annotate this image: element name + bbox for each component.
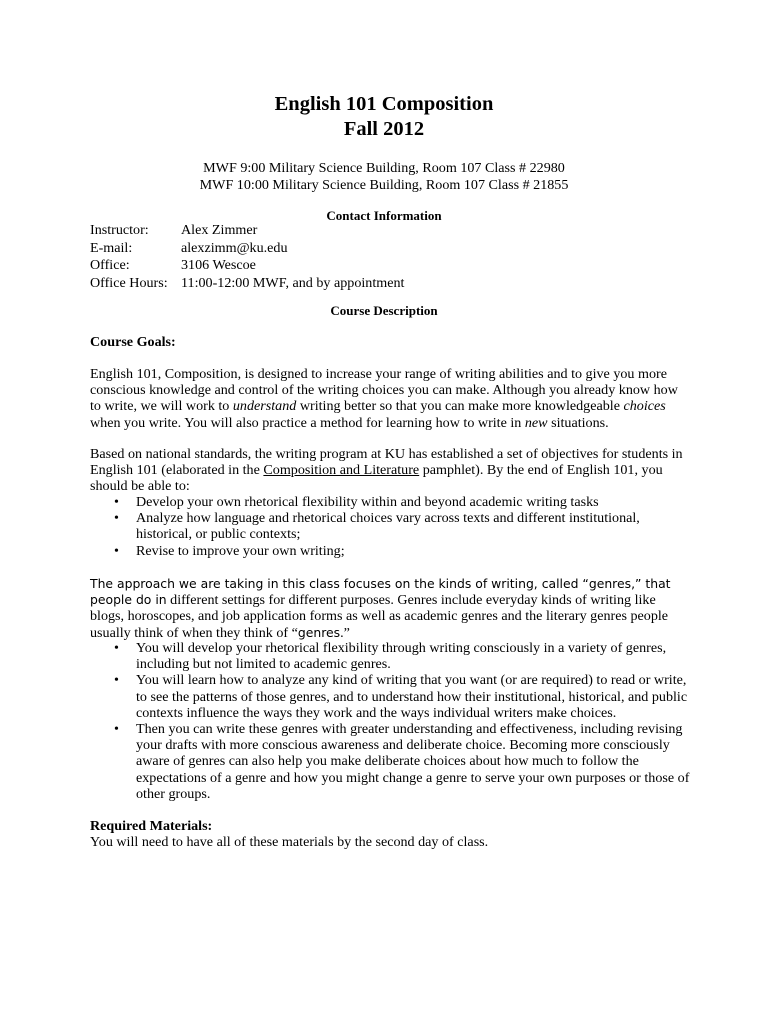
text-run: .” — [340, 624, 350, 641]
list-item — [90, 721, 690, 802]
list-item-text: You will develop your rhetorical flexibility through writing consciously in a variety of genres, including but not limited to academic genres. — [136, 640, 667, 673]
course-title: English 101 Composition — [274, 93, 494, 115]
bullet-icon: • — [114, 510, 119, 527]
contact-label: Office Hours: — [90, 274, 168, 291]
text-run: pamphlet). By the end of English 101, you should be able to: — [90, 462, 663, 495]
contact-value: 11:00-12:00 MWF, and by appointment — [181, 274, 405, 291]
text-run: The approach we are taking in this class focuses on the kinds of writing, called “genres,” that people do in — [90, 576, 671, 608]
approach-paragraph — [90, 576, 690, 641]
text-run: situations. — [547, 414, 609, 431]
list-item-text: Develop your own rhetorical flexibility within and beyond academic writing tasks — [136, 494, 599, 510]
list-item-text: Then you can write these genres with greater understanding and effectiveness, including revising your drafts with more conscious awareness and deliberate choice. Becoming more consciously aware of genres can also help you make deliberate choices about how much to follow the expectations of a genre and how you might change a genre to serve your own purposes or those of other groups. — [136, 721, 690, 802]
objectives-intro-paragraph — [90, 446, 690, 495]
list-item-text: Revise to improve your own writing; — [136, 542, 345, 559]
text-run: different settings for different purposes. Genres include everyday kinds of writing like blogs, horoscopes, and job application forms as well as academic genres and the literary genres people usually think of when they think of “ — [90, 592, 669, 641]
goals-paragraph — [90, 366, 690, 431]
list-item — [90, 640, 690, 672]
list-item — [90, 672, 690, 721]
emphasis-text: new — [524, 414, 548, 431]
required-materials-heading: Required Materials: — [90, 818, 213, 834]
schedule-line-1: MWF 9:00 Military Science Building, Room 107 Class # 22980 — [203, 160, 565, 176]
text-run: Based on national standards, the writing program at KU has established a set of objectives for students in English 101 (elaborated in the — [90, 446, 683, 479]
schedule-line-2: MWF 10:00 Military Science Building, Room 107 Class # 21855 — [199, 177, 569, 193]
contact-label: Office: — [90, 257, 130, 273]
contact-row-instructor — [90, 222, 404, 240]
emphasis-text: choices — [623, 398, 666, 415]
objectives-list — [90, 494, 690, 559]
text-run: when you write. You will also practice a method for learning how to write in — [90, 414, 525, 431]
list-item — [90, 510, 690, 542]
text-run: English 101, Composition, is designed to increase your range of writing abilities and to give you more conscious knowledge and control of the writing choices you can make. Although you already know how to write, we will work to — [90, 366, 678, 415]
emphasis-text: understand — [232, 398, 297, 415]
course-description-heading: Course Description — [330, 303, 438, 318]
text-run: genres — [297, 624, 341, 640]
contact-heading: Contact Information — [326, 208, 442, 223]
course-term: Fall 2012 — [343, 118, 425, 140]
list-item — [90, 494, 690, 510]
list-item-text: You will learn how to analyze any kind of writing that you want (or are required) to read or write, to see the patterns of those genres, and to understand how their institutional, historical, and public contexts influence the ways they work and the ways individual writers make choices. — [136, 672, 688, 721]
course-goals-heading: Course Goals: — [90, 334, 176, 350]
contact-label: Instructor: — [90, 222, 149, 238]
pamphlet-title: Composition and Literature — [263, 462, 420, 479]
bullet-icon: • — [114, 640, 119, 656]
contact-value: Alex Zimmer — [181, 222, 258, 238]
bullet-icon: • — [114, 494, 119, 510]
required-materials-text: You will need to have all of these materials by the second day of class. — [90, 834, 489, 850]
contact-table — [90, 222, 404, 292]
bullet-icon: • — [114, 542, 119, 559]
approach-list — [90, 640, 690, 802]
contact-value: 3106 Wescoe — [181, 257, 256, 273]
bullet-icon: • — [114, 721, 119, 738]
contact-value: alexzimm@ku.edu — [181, 239, 288, 256]
contact-row-office — [90, 257, 404, 275]
list-item-text: Analyze how language and rhetorical choices vary across texts and different institutional, historical, or public contexts; — [136, 510, 640, 543]
text-run: writing better so that you can make more knowledgeable — [296, 398, 624, 415]
bullet-icon: • — [114, 672, 119, 689]
contact-row-office-hours — [90, 275, 404, 293]
contact-row-email — [90, 240, 404, 258]
list-item — [90, 543, 690, 559]
contact-label: E-mail: — [90, 239, 133, 256]
